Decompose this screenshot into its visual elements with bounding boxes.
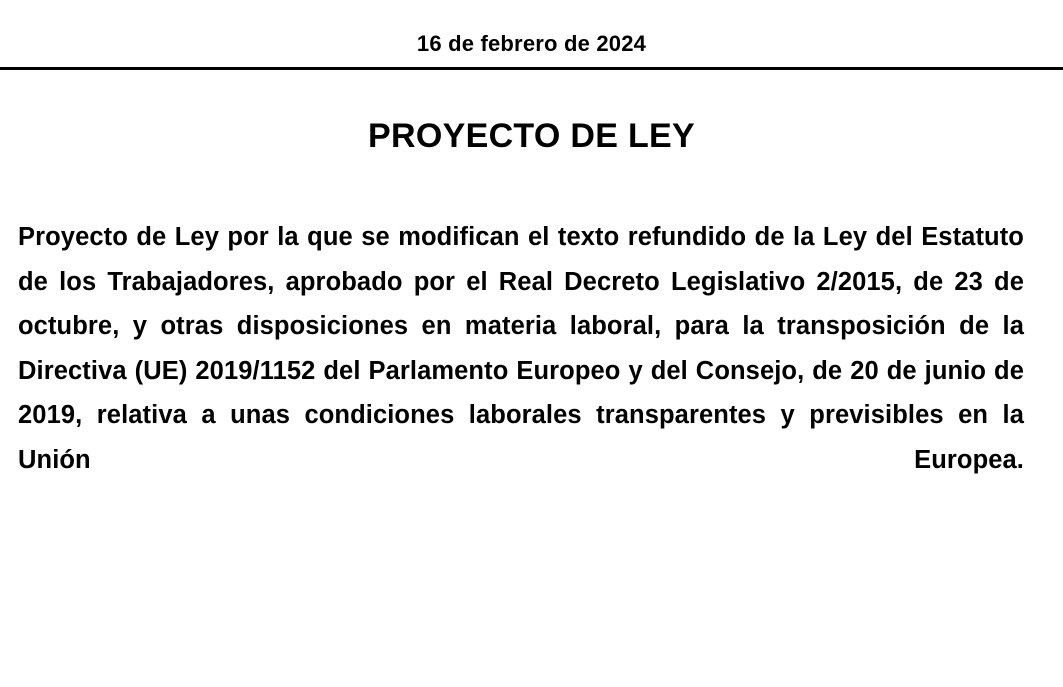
header-divider — [0, 67, 1063, 70]
document-title: PROYECTO DE LEY — [368, 117, 695, 155]
document-body-paragraph: Proyecto de Ley por la que se modifican el texto refundido de la Ley del Estatuto de los Trabajadores, aprobado por el Real Decreto Legislativo 2/2015, de 23 de octubre, y otras disposiciones en materia laboral, para la transposición de la Directiva (UE) 2019/1152 del Parlamento Europeo y del Consejo, de 20 de junio de 2019, relativa a unas condiciones laborales transparentes y previsibles en la Unión Europea. — [18, 223, 1024, 474]
document-date: 16 de febrero de 2024 — [416, 31, 647, 56]
